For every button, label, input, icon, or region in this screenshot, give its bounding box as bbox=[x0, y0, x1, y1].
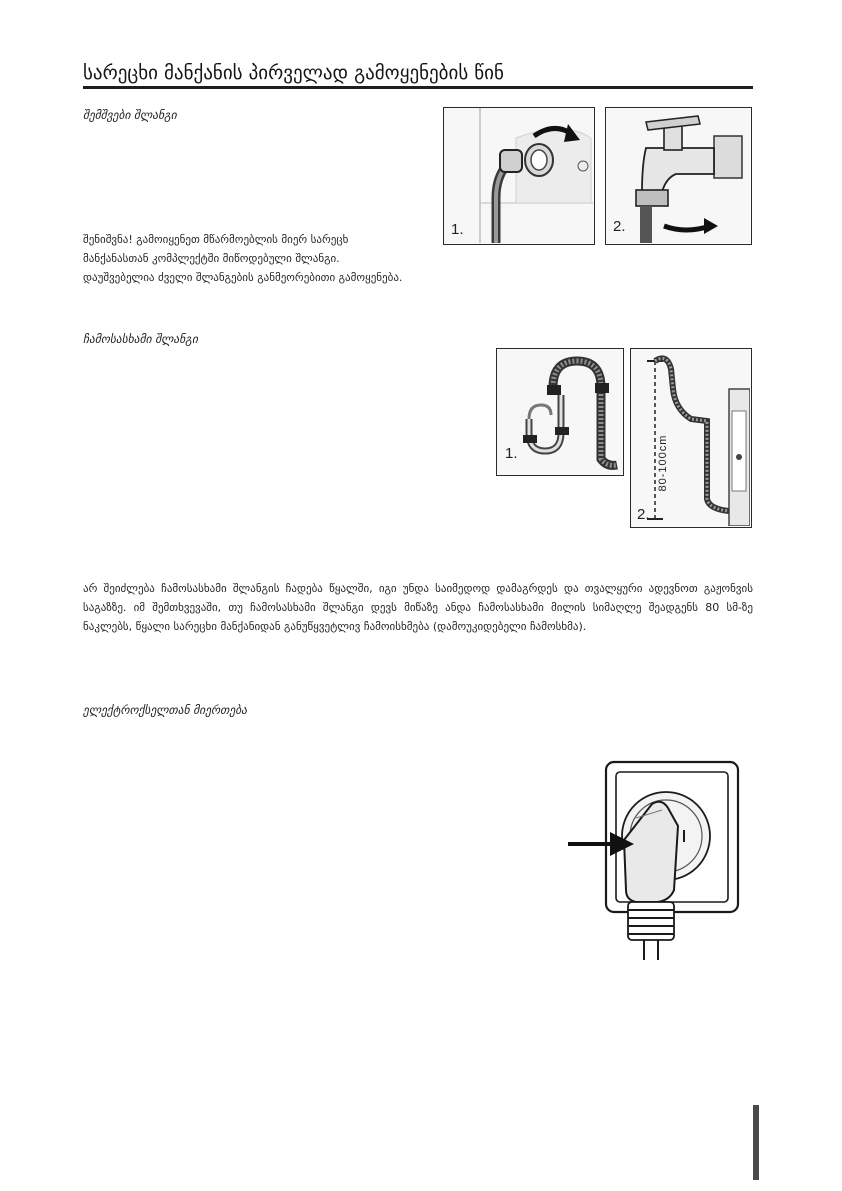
page-title: სარეცხი მანქანის პირველად გამოყენების წინ bbox=[83, 62, 504, 84]
electric-heading: ელექტროქსელთან მიერთება bbox=[83, 703, 248, 717]
title-underline bbox=[83, 86, 753, 89]
drain-hose-heading: ჩამოსასხამი შლანგი bbox=[83, 332, 198, 346]
inlet-note bbox=[83, 230, 493, 287]
inlet-figure-2-label: 2. bbox=[613, 218, 626, 235]
page-edge-bar bbox=[753, 1105, 759, 1180]
drain-height-label-wrapper bbox=[653, 425, 673, 505]
inlet-hose-heading: შემშვები შლანგი bbox=[83, 108, 177, 122]
drain-paragraph-text: არ შეიძლება ჩამოსასხამი შლანგის ჩადება წყალში, იგი უნდა საიმედოდ დამაგრდეს და თვალყური ადევნოთ გაჟონვის საგაზზე. იმ შემთხვევაში, თუ ჩამოსასხამი შლანგი დევს მიწაზე ანდა ჩამოსასხამი მილის სიმაღლე შეადგენს 80 სმ-ზე ნაკლებს, წყალი სარეცხი მანქანიდან განუწყვეტლივ ჩამოისხმება (დამოუკიდებელი ჩამოსხმა). bbox=[83, 582, 753, 633]
drain-figure-2-label: 2. bbox=[637, 506, 650, 523]
drain-height-label: 80-100cm bbox=[657, 434, 669, 492]
drain-figure-1-label: 1. bbox=[505, 445, 518, 462]
inlet-figure-2 bbox=[605, 107, 752, 245]
plug-illustration bbox=[566, 760, 742, 960]
inlet-figure-1 bbox=[443, 107, 595, 245]
drain-paragraph bbox=[83, 579, 753, 636]
inlet-note-line: შენიშვნა! გამოიყენეთ მწარმოებლის მიერ სარეცხ bbox=[83, 233, 349, 246]
inlet-note-line: მანქანასთან კომპლექტში მიწოდებული შლანგი. bbox=[83, 252, 340, 265]
drain-figure-2 bbox=[630, 348, 752, 528]
inlet-note-line: დაუშვებელია ძველი შლანგების განმეორებითი გამოყენება. bbox=[83, 271, 403, 284]
drain-figure-1 bbox=[496, 348, 624, 476]
inlet-figure-1-label: 1. bbox=[451, 221, 464, 238]
